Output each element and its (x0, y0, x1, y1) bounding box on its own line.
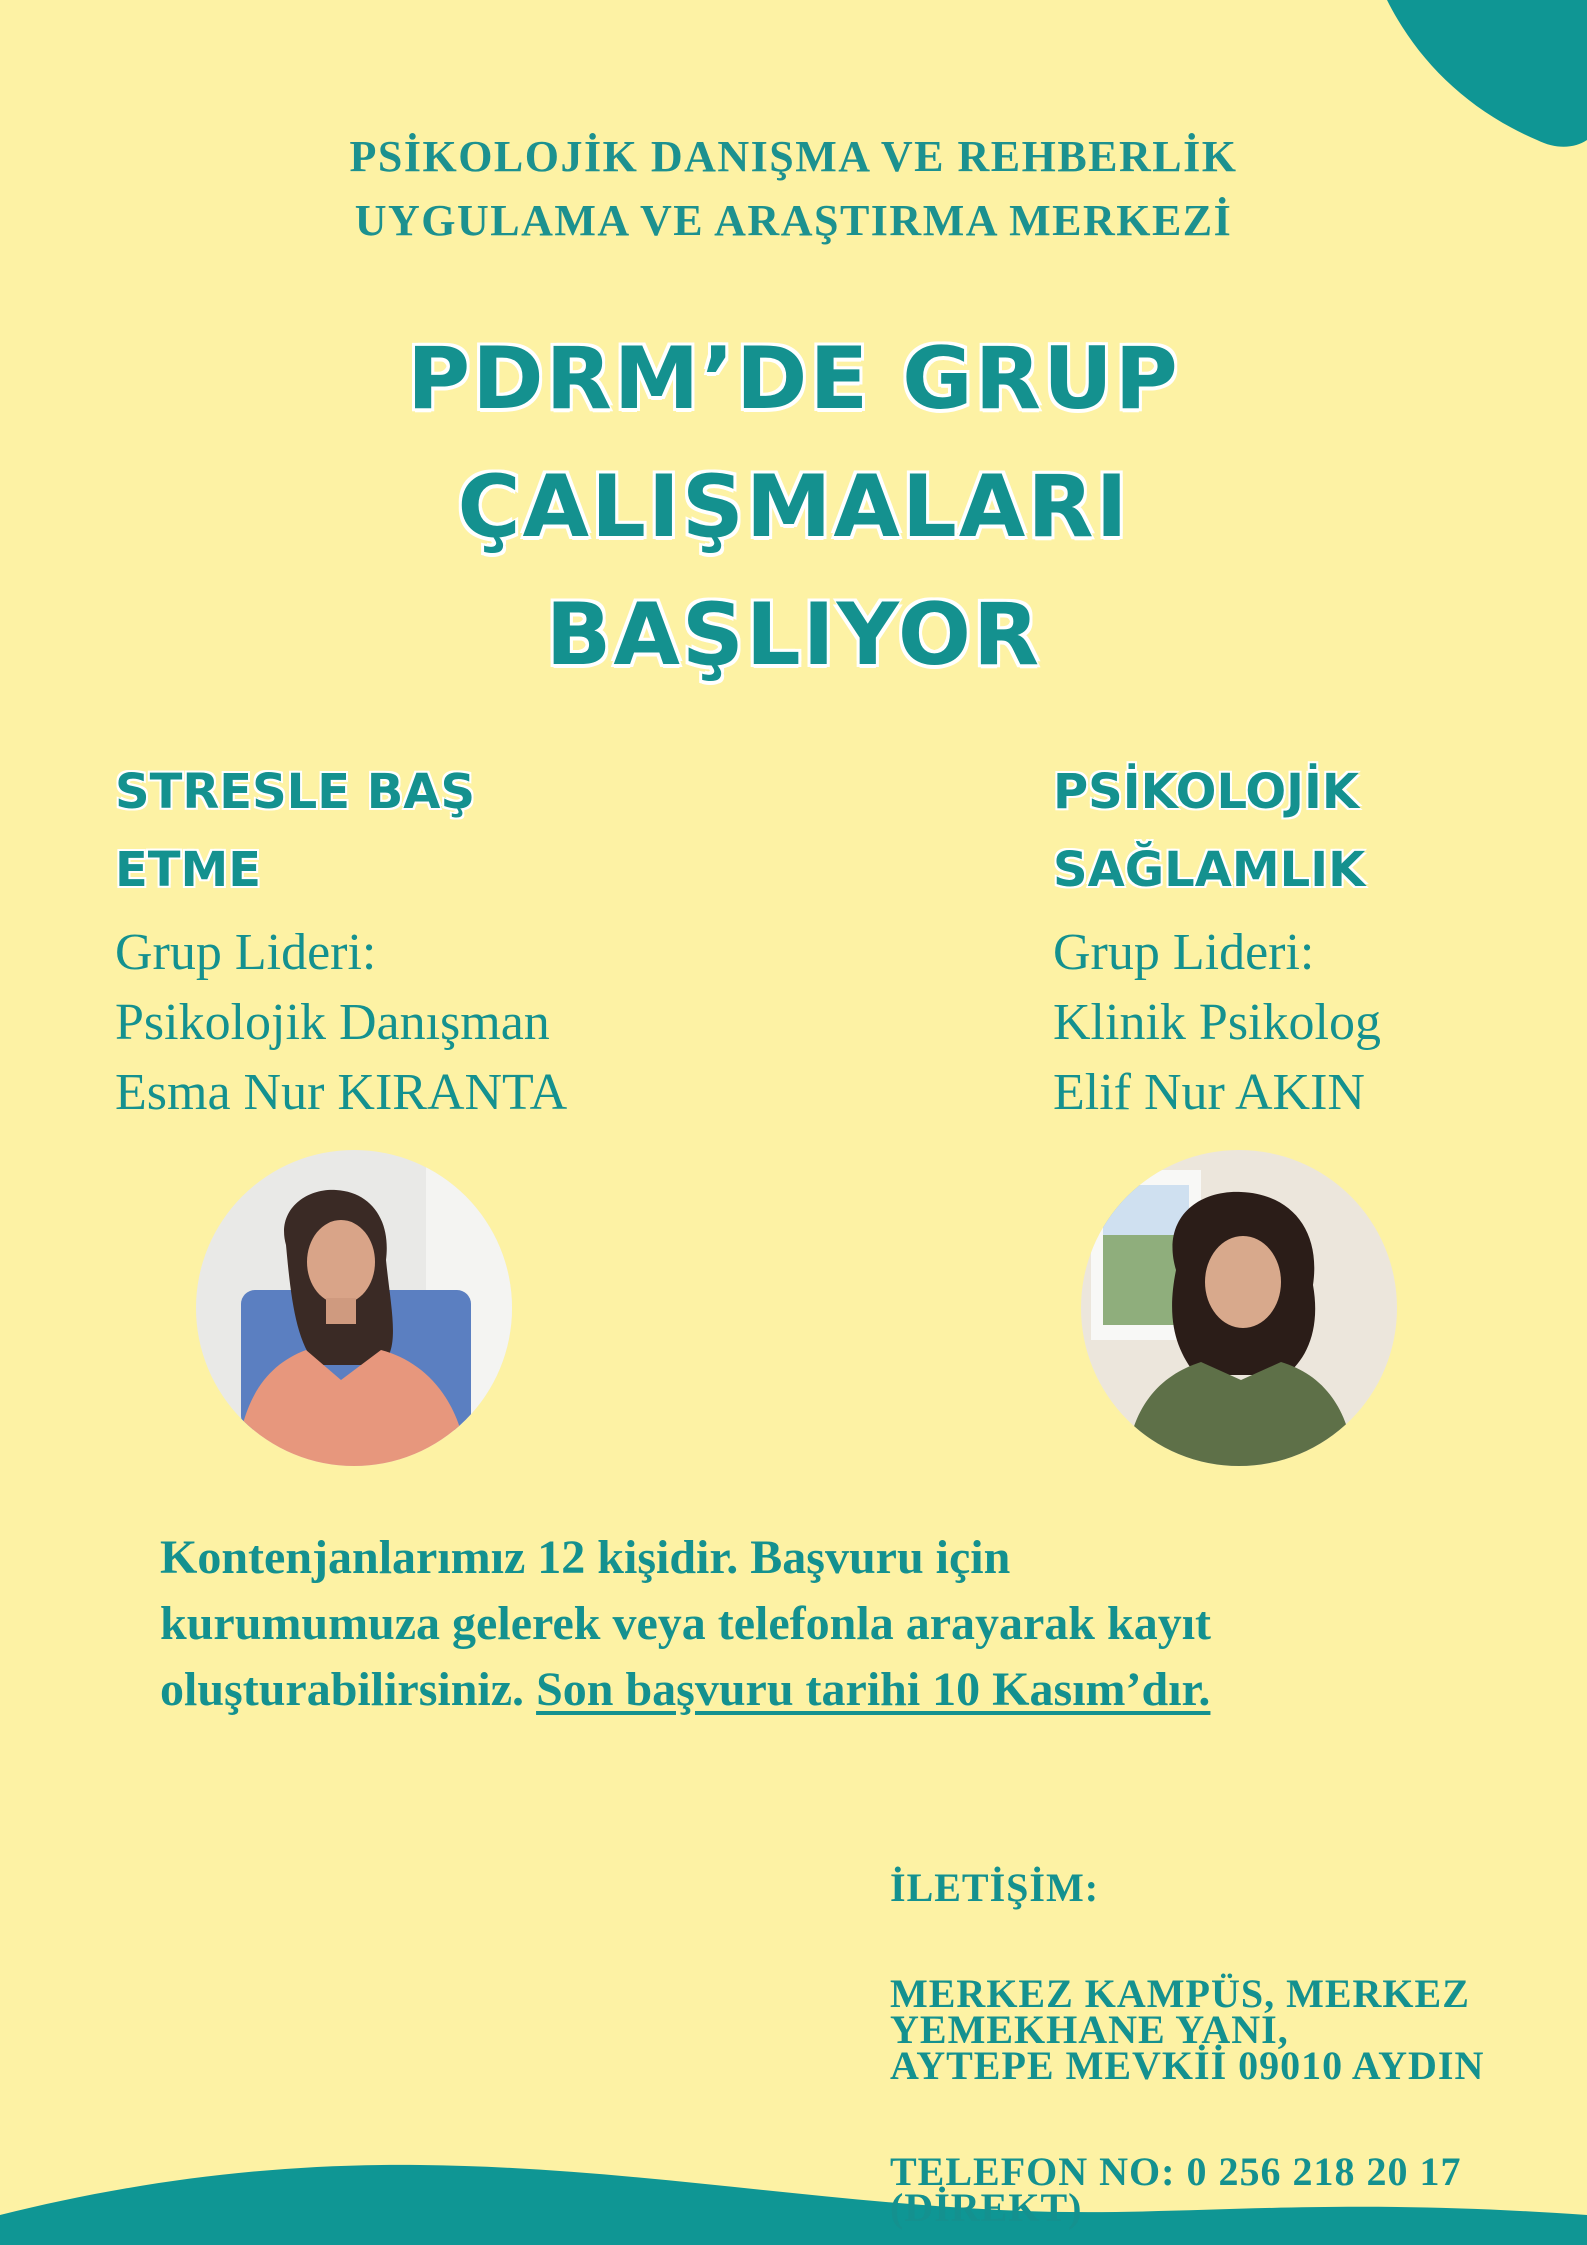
group-2-title-line-2: SAĞLAMLIK (1053, 842, 1366, 898)
group-1-leader-role: Psikolojik Danışman (115, 994, 550, 1051)
contact-heading: İLETİŞİM: (890, 1865, 1100, 1910)
application-deadline: Son başvuru tarihi 10 Kasım’dır. (536, 1663, 1211, 1716)
contact-info (890, 1865, 1570, 2230)
group-1-leader (115, 918, 567, 1128)
group-2-leader-name: Elif Nur AKIN (1053, 1064, 1365, 1121)
group-2-leader-photo (1081, 1150, 1397, 1466)
contact-phone: TELEFON NO: 0 256 218 20 17 (890, 2149, 1462, 2194)
group-2-leader (1053, 918, 1381, 1128)
group-2-title-line-1: PSİKOLOJİK (1053, 764, 1360, 820)
notice-line-3-start: oluşturabilirsiniz. (160, 1663, 525, 1716)
group-1-leader-name: Esma Nur KIRANTA (115, 1064, 568, 1121)
group-1-leader-photo (196, 1150, 512, 1466)
group-1-title-line-2: ETME (115, 842, 262, 898)
headline-line-1: PDRM’DE GRUP (407, 329, 1180, 429)
notice-line-2: kurumumuza gelerek veya telefonla arayarak kayıt (160, 1597, 1212, 1650)
group-1-leader-label: Grup Lideri: (115, 924, 377, 981)
contact-phone-note: (DİREKT) (890, 2185, 1083, 2230)
group-2-leader-label: Grup Lideri: (1053, 924, 1315, 981)
contact-address-line-3: AYTEPE MEVKİİ 09010 AYDIN (890, 2043, 1485, 2088)
organization-line-1: PSİKOLOJİK DANIŞMA VE REHBERLİK (349, 132, 1238, 181)
application-notice (160, 1525, 1460, 1723)
headline (0, 315, 1587, 699)
organization-line-2: UYGULAMA VE ARAŞTIRMA MERKEZİ (354, 196, 1233, 245)
group-2-leader-role: Klinik Psikolog (1053, 994, 1381, 1051)
group-2-title (1053, 753, 1365, 909)
group-1-title-line-1: STRESLE BAŞ (115, 764, 476, 820)
organization-name (0, 125, 1587, 253)
headline-line-2: ÇALIŞMALARI (457, 457, 1130, 557)
notice-line-3 (160, 1657, 1460, 1723)
headline-line-3: BAŞLIYOR (545, 585, 1042, 685)
contact-address-line-1: MERKEZ KAMPÜS, MERKEZ (890, 1971, 1470, 2016)
notice-line-1: Kontenjanlarımız 12 kişidir. Başvuru için (160, 1531, 1011, 1584)
contact-address-line-2: YEMEKHANE YANI, (890, 2007, 1289, 2052)
group-1-title (115, 753, 475, 909)
